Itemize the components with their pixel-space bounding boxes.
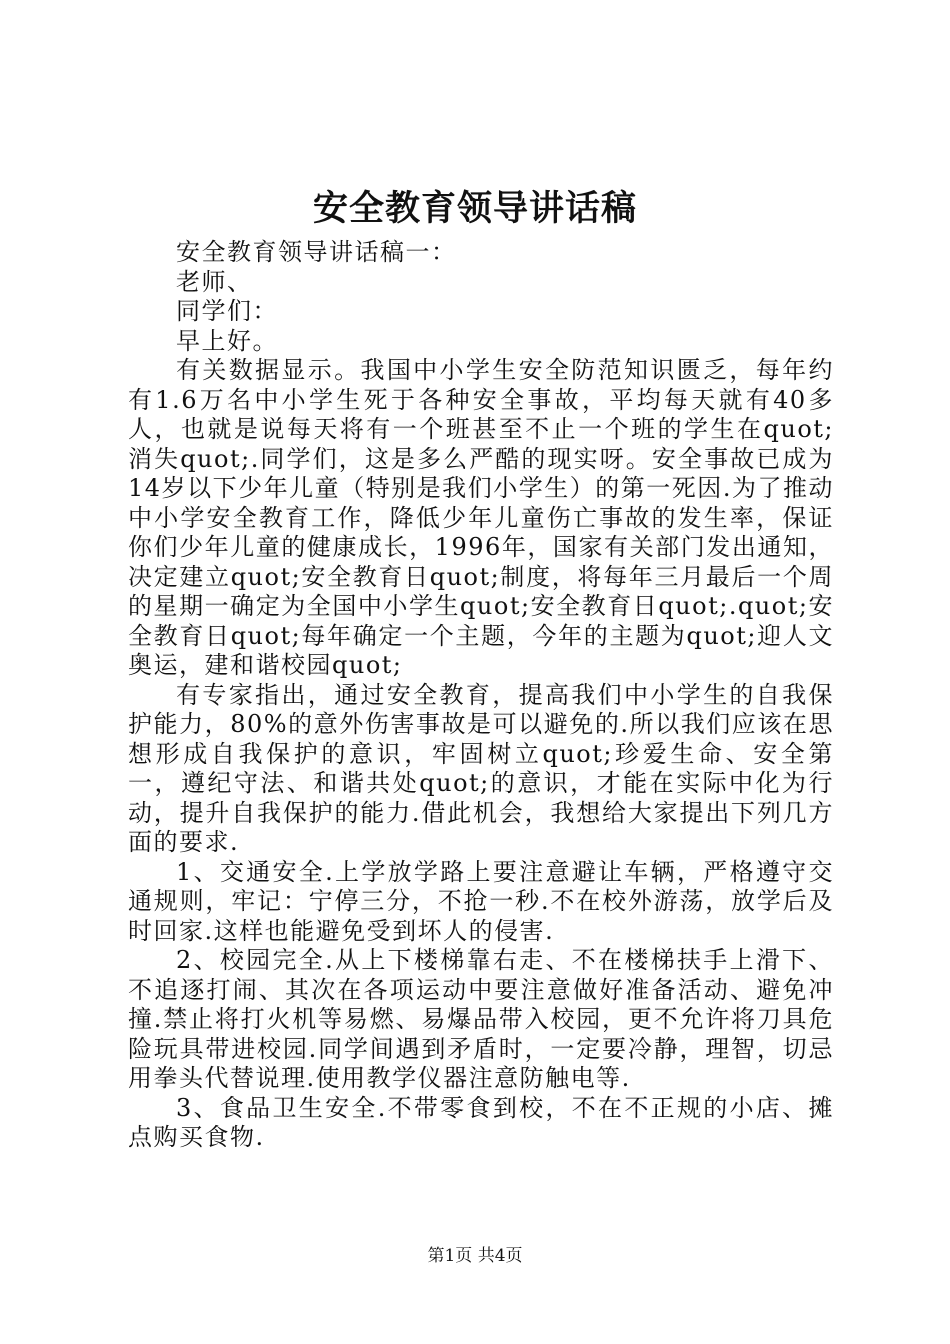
paragraph: 老师、 bbox=[176, 267, 253, 296]
paragraph: 有专家指出，通过安全教育，提高我们中小学生的自我保护能力，80%的意外伤害事故是可以避免的.所以我们应该在思想形成自我保护的意识，牢固树立quot;珍爱生命、安全第一，遵纪守法、和谐共处quot;的意识，才能在实际中化为行动，提升自我保护的能力.借此机会，我想给大家提出下列几方面的要求. bbox=[128, 680, 834, 856]
paragraph: 同学们： bbox=[176, 297, 278, 325]
document-body bbox=[128, 238, 834, 1153]
paragraph: 有关数据显示。我国中小学生安全防范知识匮乏，每年约有1.6万名中小学生死于各种安全事故，平均每天就有40多人，也就是说每天将有一个班甚至不止一个班的学生在quot;消失quot;.同学们，这是多么严酷的现实呀。安全事故已成为14岁以下少年儿童（特别是我们小学生）的第一死因.为了推动中小学安全教育工作，降低少年儿童伤亡事故的发生率，保证你们少年儿童的健康成长，1996年，国家有关部门发出通知，决定建立quot;安全教育日quot;制度，将每年三月最后一个周的星期一确定为全国中小学生quot;安全教育日quot;.quot;安全教育日quot;每年确定一个主题，今年的主题为quot;迎人文奥运，建和谐校园quot; bbox=[128, 356, 834, 679]
document-title: 安全教育领导讲话稿 bbox=[312, 188, 637, 229]
paragraph: 安全教育领导讲话稿一： bbox=[176, 238, 457, 266]
paragraph: 1、交通安全.上学放学路上要注意避让车辆，严格遵守交通规则，牢记：宁停三分，不抢一秒.不在校外游荡，放学后及时回家.这样也能避免受到坏人的侵害. bbox=[128, 857, 834, 945]
paragraph: 3、食品卫生安全.不带零食到校，不在不正规的小店、摊点购买食物. bbox=[128, 1093, 834, 1151]
paragraph: 2、校园完全.从上下楼梯靠右走、不在楼梯扶手上滑下、不追逐打闹、其次在各项运动中要注意做好准备活动、避免冲撞.禁止将打火机等易燃、易爆品带入校园，更不允许将刀具危险玩具带进校园.同学间遇到矛盾时，一定要冷静，理智，切忌用拳头代替说理.使用教学仪器注意防触电等. bbox=[128, 946, 834, 1092]
page-footer: 第1页 共4页 bbox=[427, 1246, 523, 1266]
paragraph: 早上好。 bbox=[176, 326, 278, 355]
